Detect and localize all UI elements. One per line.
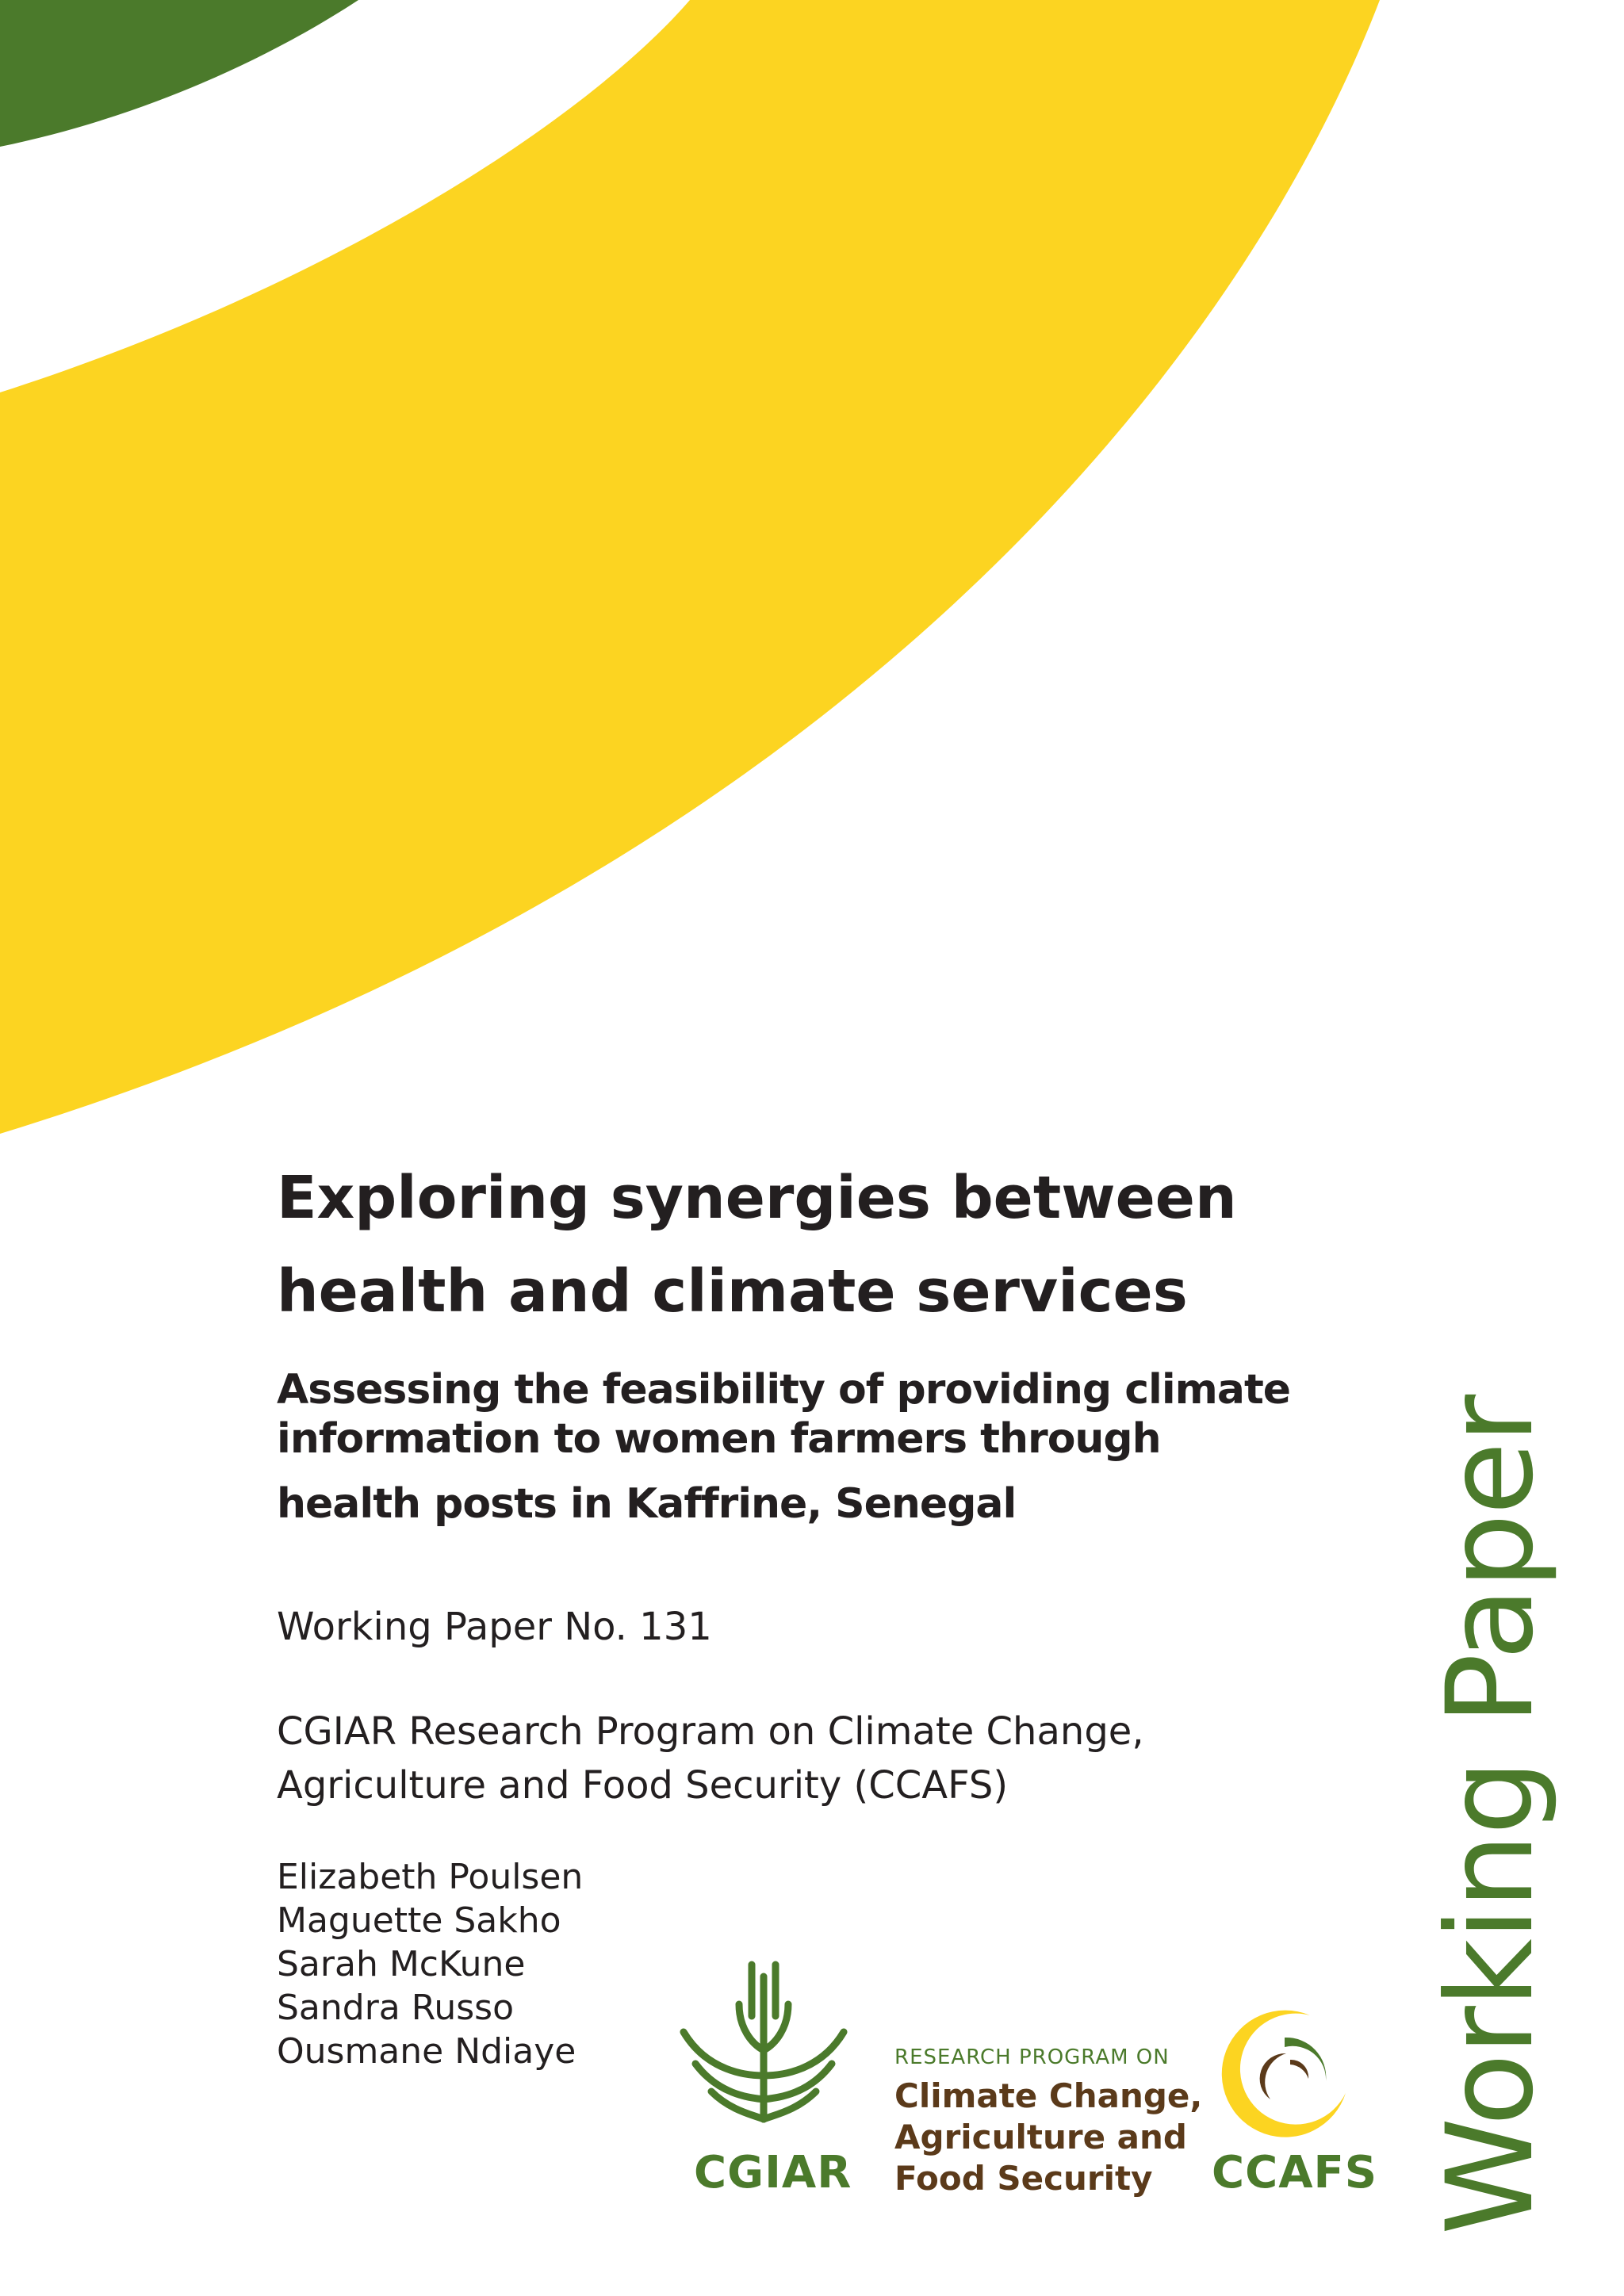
subtitle-line-1: Assessing the feasibility of providing climate <box>277 1366 1291 1414</box>
author-list <box>277 1855 583 2073</box>
title-line-1: Exploring synergies between <box>277 1164 1237 1232</box>
author: Sarah McKune <box>277 1944 526 1984</box>
ccafs-logo-text: CCAFS <box>1212 2147 1378 2198</box>
subtitle-line-3: health posts in Kaffrine, Senegal <box>277 1480 1017 1528</box>
research-program-line-2: Agriculture and <box>894 2118 1187 2156</box>
author: Ousmane Ndiaye <box>277 2031 576 2072</box>
research-program-label: RESEARCH PROGRAM ON <box>894 2045 1170 2069</box>
vertical-working-paper-label: Working Paper <box>1422 1395 1560 2236</box>
yellow-arc-band <box>0 0 1380 1134</box>
ccafs-crescent-icon <box>1215 2006 1354 2145</box>
program-line-2: Agriculture and Food Security (CCAFS) <box>277 1763 1009 1808</box>
author: Elizabeth Poulsen <box>277 1857 584 1897</box>
program-line-1: CGIAR Research Program on Climate Change, <box>277 1709 1144 1754</box>
subtitle-line-2: information to women farmers through <box>277 1415 1161 1463</box>
series-number: Working Paper No. 131 <box>277 1605 712 1649</box>
program-name <box>277 1705 1144 1812</box>
author: Sandra Russo <box>277 1988 514 2028</box>
cgiar-wheat-icon <box>676 1957 852 2131</box>
research-program-line-3: Food Security <box>894 2159 1153 2198</box>
author: Maguette Sakho <box>277 1900 561 1941</box>
research-program-line-1: Climate Change, <box>894 2076 1203 2115</box>
document-subtitle <box>277 1365 1308 1529</box>
document-title <box>277 1151 1268 1338</box>
cgiar-logo-text: CGIAR <box>694 2147 852 2198</box>
title-line-2: health and climate services <box>277 1257 1188 1326</box>
research-program-name <box>894 2076 1202 2199</box>
green-arc-band <box>0 0 358 147</box>
